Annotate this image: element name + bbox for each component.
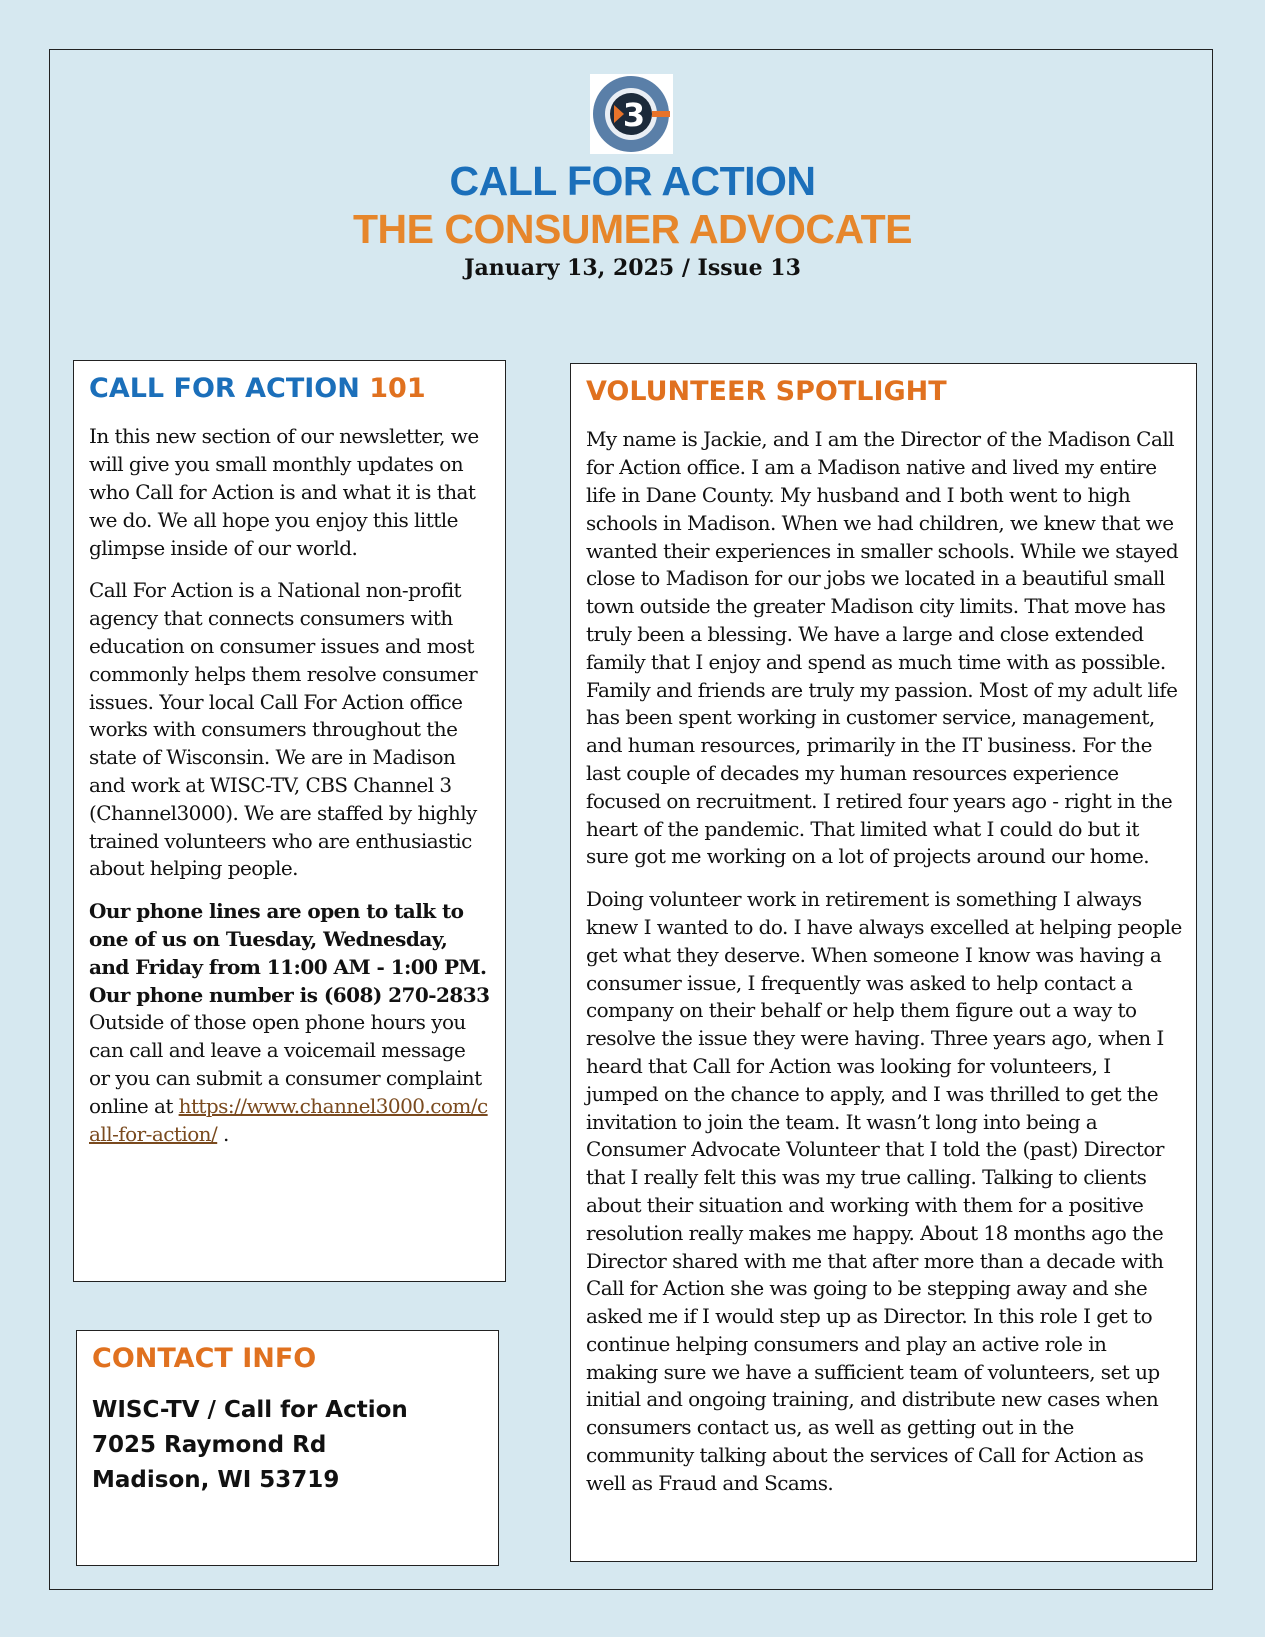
contact-info-section [76,1330,499,1566]
paragraph-about: Call For Action is a National non-profit agency that connects consumers with education on consumer issues and most commonly helps them resolve consumer issues. Your local Call For Action office works with consumers throughout the state of Wisconsin. We are in Madison and work at WISC-TV, CBS Channel 3 (Channel3000). We are staffed by highly trained volunteers who are enthusiastic about helping people. [89,578,478,881]
phone-hours-rest: Outside of those open phone hours you can call and leave a voicemail message or you can submit a consumer complaint online at [89,1010,482,1118]
contact-line-name: WISC-TV / Call for Action [92,1397,408,1424]
section-heading-101 [89,373,491,405]
contact-line-street: 7025 Raymond Rd [92,1432,327,1459]
paragraph-phone-hours [89,898,491,1148]
spotlight-paragraph-2: Doing volunteer work in retirement is something I always knew I wanted to do. I have always excelled at helping people get what they deserve. When someone I know was having a consumer issue, I frequently was asked to help contact a company on their behalf or help them figure out a way to resolve the issue they were having. Three years ago, when I heard that Call for Action was looking for volunteers, I jumped on the chance to apply, and I was thrilled to get the invitation to join the team. It wasn’t long into being a Consumer Advocate Volunteer that I told the (past) Director that I really felt this was my true calling. Talking to clients about their situation and working with them for a positive resolution really makes me happy. About 18 months ago the Director shared with me that after more than a decade with Call for Action she was going to be stepping away and she asked me if I would step up as Director. In this role I get to continue helping consumers and play an active role in making sure we have a sufficient team of volunteers, set up initial and ongoing training, and distribute new cases when consumers contact us, as well as getting out in the community talking about the services of Call for Action as well as Fraud and Scams. [586,887,1182,1495]
paragraph-intro: In this new section of our newsletter, we will give you small monthly updates on who Call for Action is and what it is that we do. We all hope you enjoy this little glimpse inside of our world. [89,424,479,560]
logo-numeral: 3 [622,96,646,134]
logo-orange-bar [652,111,670,117]
newsletter-subtitle: THE CONSUMER ADVOCATE [353,206,912,252]
channel-3-logo-icon [590,74,673,154]
contact-heading: CONTACT INFO [92,1343,317,1374]
logo-graphic [590,74,673,154]
complaint-link[interactable]: https://www.channel3000.com/call-for-action/ [89,1093,488,1146]
volunteer-spotlight-section [570,363,1197,1562]
heading-part-101: 101 [369,373,426,404]
spotlight-heading: VOLUNTEER SPOTLIGHT [586,376,947,407]
spotlight-paragraph-1: My name is Jackie, and I am the Director of the Madison Call for Action office. I am a Madison native and lived my entire life in Dane County. My husband and I both went to high schools in Madison. When we had children, we knew that we wanted their experiences in smaller schools. While we stayed close to Madison for our jobs we located in a beautiful small town outside the greater Madison city limits. That move has truly been a blessing. We have a large and close extended family that I enjoy and spend as much time with as possible. Family and friends are truly my passion. Most of my adult life has been spent working in customer service, management, and human resources, primarily in the IT business. For the last couple of decades my human resources experience focused on recruitment. I retired four years ago - right in the heart of the pandemic. That limited what I could do but it sure got me working on a lot of projects around our home. [586,427,1179,869]
phone-hours-bold: Our phone lines are open to talk to one of us on Tuesday, Wednesday, and Friday from 11:00 AM - 1:00 PM. Our phone number is (608) 270-2833 [89,899,490,1007]
newsletter-title: CALL FOR ACTION [449,158,816,204]
call-for-action-101-section [73,360,506,1282]
contact-address [92,1393,484,1498]
issue-date: January 13, 2025 / Issue 13 [464,255,801,281]
contact-line-city: Madison, WI 53719 [92,1467,340,1494]
heading-part-call-for-action: CALL FOR ACTION [89,373,360,404]
phone-hours-end: . [217,1121,229,1146]
